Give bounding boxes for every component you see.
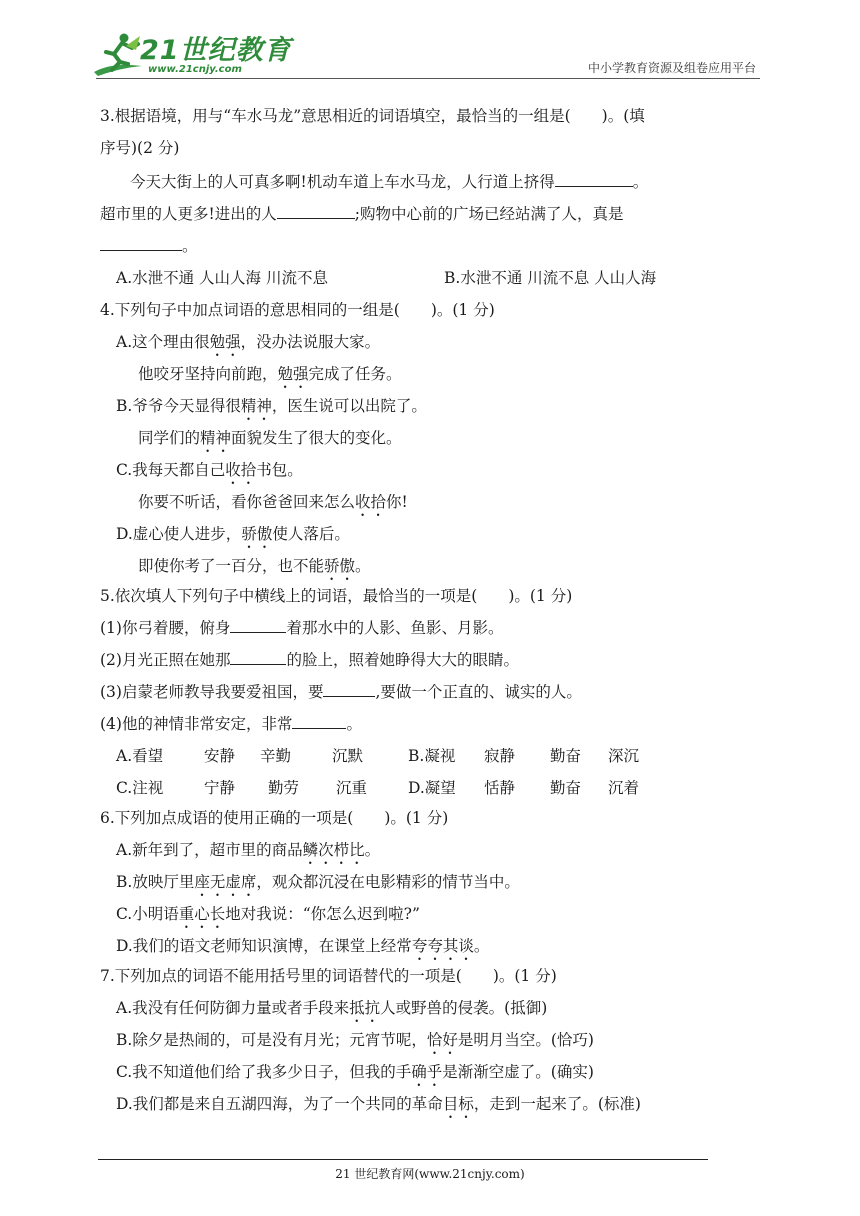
dotted-word: 精神 [240, 397, 272, 415]
q6-option-c: C.小明语重心长地对我说：“你怎么迟到啦?” [116, 905, 420, 923]
q4-option-c-line1: C.我每天都自己收拾书包。 [116, 461, 303, 479]
q4-option-c-line2: 你要不听话，看你爸爸回来怎么收拾你! [138, 493, 408, 511]
q5-option-a-4: 沉默 [332, 747, 364, 765]
q4-option-b-line2: 同学们的精神面貌发生了很大的变化。 [138, 429, 402, 447]
q4-option-b-line1: B.爷爷今天显得很精神，医生说可以出院了。 [116, 397, 427, 415]
dotted-word: 骄傲 [241, 525, 273, 543]
q4-option-a-line2: 他咬牙坚持向前跑，勉强完成了任务。 [138, 365, 402, 383]
dotted-word: 座无虚席 [194, 873, 257, 891]
q6-option-b: B.放映厅里座无虚席，观众都沉浸在电影精彩的情节当中。 [116, 873, 520, 891]
dotted-word: 鳞次栉比 [302, 841, 365, 859]
dotted-word: 重心长 [178, 905, 226, 923]
q3-stem-line2: 序号)(2 分) [100, 139, 180, 157]
q5-option-a-2: 安静 [204, 747, 236, 765]
q6-stem: 6.下列加点成语的使用正确的一项是( )。(1 分) [100, 809, 449, 827]
q7-stem: 7.下列加点的词语不能用括号里的词语替代的一项是( )。(1 分) [100, 967, 557, 985]
q7-option-d: D.我们都是来自五湖四海，为了一个共同的革命目标，走到一起来了。(标准) [116, 1095, 641, 1113]
q5-option-b-2: 寂静 [484, 747, 516, 765]
q3-passage-text: 超市里的人更多!进出的人 [100, 205, 277, 223]
dotted-word: 抵抗 [349, 999, 381, 1017]
q5-option-a-1: A.看望 [116, 747, 164, 765]
logo-text: 21世纪教育 [140, 35, 292, 66]
q5-stem: 5.依次填人下列句子中横线上的词语，最恰当的一项是( )。(1 分) [100, 587, 573, 605]
q3-blank-1 [555, 170, 633, 187]
q3-passage-end: 。 [632, 173, 649, 191]
q5-option-d-3: 勤奋 [550, 779, 582, 797]
q7-option-c: C.我不知道他们给了我多少日子，但我的手确乎是渐渐空虚了。(确实) [116, 1063, 594, 1081]
q3-option-a: A.水泄不通 人山人海 川流不息 [116, 269, 328, 287]
dotted-word: 精神 [200, 429, 232, 447]
dotted-word: 勉强 [277, 365, 309, 383]
q5-option-c-3: 勤劳 [268, 779, 300, 797]
q5-option-b-3: 勤奋 [550, 747, 582, 765]
dotted-word: 恰好 [426, 1031, 458, 1049]
q5-blank-1 [230, 616, 286, 633]
q3-passage-text: ;购物中心前的广场已经站满了人，真是 [354, 205, 624, 223]
q3-passage-line1 [130, 170, 648, 194]
logo-url: www.21cnjy.com [148, 64, 242, 75]
q3-passage-line2 [100, 202, 623, 226]
q5-option-a-3: 辛勤 [260, 747, 292, 765]
q5-option-d-1: D.凝望 [408, 779, 456, 797]
q5-sentence-2: (2)月光正照在她那 的脸上，照着她睁得大大的眼睛。 [100, 648, 519, 672]
q6-option-a: A.新年到了，超市里的商品鳞次栉比。 [116, 841, 381, 859]
q3-stem-line1: 3.根据语境，用与“车水马龙”意思相近的词语填空，最恰当的一组是( )。(填 [100, 107, 645, 125]
q5-option-c-2: 宁静 [204, 779, 236, 797]
q5-sentence-4: (4)他的神情非常安定，非常 。 [100, 712, 362, 736]
q5-blank-2 [230, 648, 286, 665]
page-footer: 21 世纪教育网(www.21cnjy.com) [335, 1167, 525, 1181]
footer-divider [98, 1159, 708, 1160]
dotted-word: 勉强 [209, 333, 241, 351]
q5-option-b-4: 深沉 [608, 747, 640, 765]
dotted-word: 收拾 [355, 493, 387, 511]
q3-passage-line3 [100, 234, 198, 258]
dotted-word: 夸夸其谈 [411, 937, 474, 955]
q5-option-c-4: 沉重 [336, 779, 368, 797]
q5-option-d-2: 恬静 [484, 779, 516, 797]
q5-sentence-3: (3)启蒙老师教导我要爱祖国，要 ,要做一个正直的、诚实的人。 [100, 680, 582, 704]
dotted-word: 收拾 [225, 461, 257, 479]
dotted-word: 骄傲 [324, 557, 356, 575]
page-header [0, 0, 860, 80]
dotted-word: 目标 [442, 1095, 474, 1113]
q5-option-b-1: B.凝视 [408, 747, 456, 765]
dotted-word: 确乎 [411, 1063, 443, 1081]
q3-blank-2 [277, 202, 355, 219]
q6-option-d: D.我们的语文老师知识演博，在课堂上经常夸夸其谈。 [116, 937, 490, 955]
running-man-logo-icon [92, 32, 144, 78]
q7-option-b: B.除夕是热闹的，可是没有月光；元宵节呢，恰好是明月当空。(恰巧) [116, 1031, 594, 1049]
header-divider [96, 78, 760, 79]
q4-stem: 4.下列句子中加点词语的意思相同的一组是( )。(1 分) [100, 301, 495, 319]
q7-option-a: A.我没有任何防御力量或者手段来抵抗人或野兽的侵袭。(抵御) [116, 999, 548, 1017]
q5-option-c-1: C.注视 [116, 779, 164, 797]
q3-blank-3 [100, 234, 182, 251]
q4-option-d-line2: 即使你考了一百分，也不能骄傲。 [138, 557, 371, 575]
q3-passage-text: 今天大街上的人可真多啊!机动车道上车水马龙，人行道上挤得 [130, 173, 555, 191]
q5-blank-4 [292, 712, 346, 729]
q5-sentence-1: (1)你弓着腰，俯身 着那水中的人影、鱼影、月影。 [100, 616, 503, 640]
q3-option-b: B.水泄不通 川流不息 人山人海 [444, 269, 657, 287]
platform-name: 中小学教育资源及组卷应用平台 [587, 61, 756, 75]
q3-passage-end: 。 [182, 237, 198, 255]
q4-option-d-line1: D.虚心使人进步，骄傲使人落后。 [116, 525, 350, 543]
q5-blank-3 [323, 680, 375, 697]
q5-option-d-4: 沉着 [608, 779, 640, 797]
q4-option-a-line1: A.这个理由很勉强，没办法说服大家。 [116, 333, 381, 351]
